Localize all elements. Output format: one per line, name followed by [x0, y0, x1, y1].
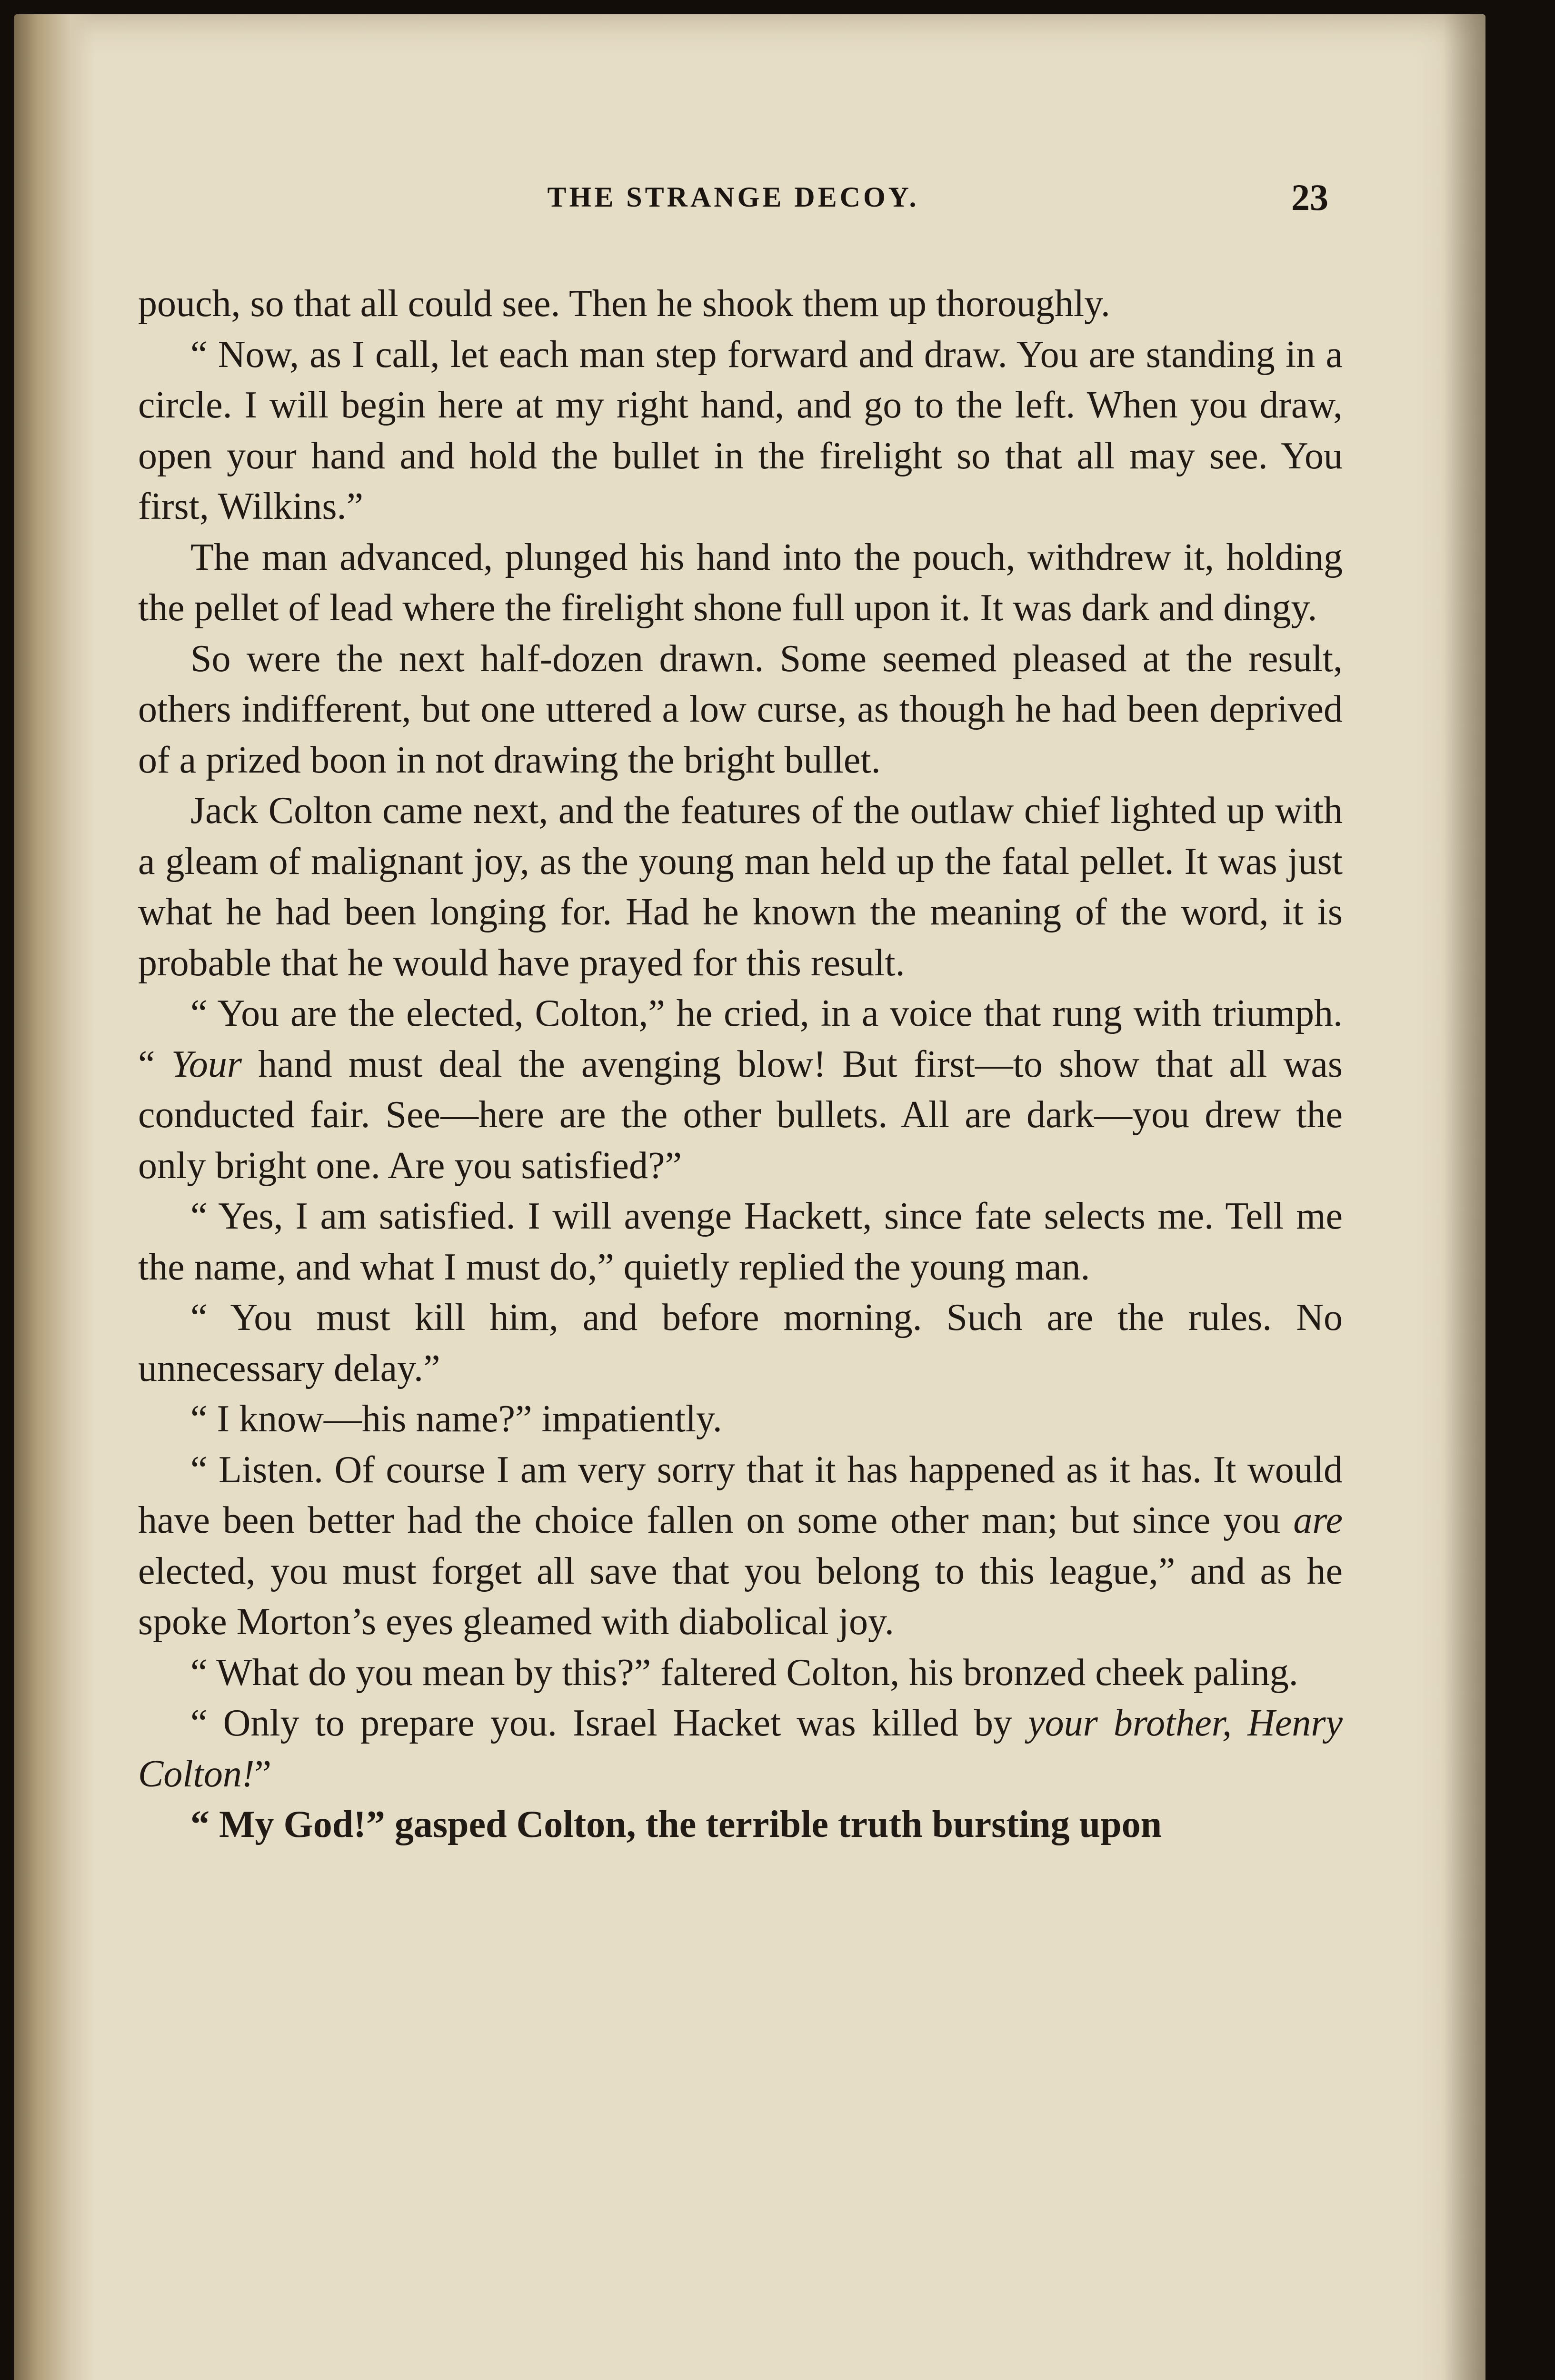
paragraph-12-text-a: “ Only to prepare you. Israel Hacket was killed by: [190, 1702, 1028, 1744]
running-header: [138, 177, 1328, 224]
paragraph-12: [138, 1698, 1343, 1799]
page-edge-shadow: [1443, 14, 1485, 2380]
page-number: 23: [1291, 177, 1328, 218]
paragraph-10-emphasis: are: [1293, 1499, 1343, 1541]
paragraph-9: “ I know—his name?” impatiently.: [190, 1398, 722, 1440]
body-text: [138, 278, 1343, 1850]
paragraph-13: “ My God!” gasped Colton, the terrible truth bursting upon: [190, 1804, 1162, 1845]
paragraph-5: Jack Colton came next, and the features of the outlaw chief lighted up with a gleam of malignant joy, as the young man held up the fatal pellet. It was just what he had been longing for. Had he known the meaning of the word, it is probable that he would have prayed for this result.: [138, 790, 1343, 984]
paragraph-10-text-b: elected, you must forget all save that you belong to this league,” and as he spoke Morton’s eyes gleamed with diabolical joy.: [138, 1550, 1343, 1643]
paragraph-10-text-a: “ Listen. Of course I am very sorry that it has happened as it has. It would have been better had the choice fallen on some other man; but since you: [138, 1448, 1343, 1541]
paragraph-12-emphasis: your brother, Henry Colton!: [138, 1702, 1343, 1795]
paragraph-10: [138, 1445, 1343, 1647]
running-title: THE STRANGE DECOY.: [547, 181, 919, 213]
paragraph-7: “ Yes, I am satisfied. I will avenge Hackett, since fate selects me. Tell me the name, and what I must do,” quietly replied the young man.: [138, 1195, 1343, 1288]
paragraph-6-text-a: “ You are the elected, Colton,” he cried, in a voice that rung with triumph. “: [138, 992, 1343, 1085]
paragraph-2: “ Now, as I call, let each man step forward and draw. You are standing in a circle. I will begin here at my right hand, and go to the left. When you draw, open your hand and hold the bullet in the firelight so that all may see. You first, Wilkins.”: [138, 333, 1343, 527]
paragraph-6-emphasis: Your: [171, 1043, 242, 1085]
paragraph-4: So were the next half-dozen drawn. Some seemed pleased at the result, others indifferent, but one uttered a low curse, as though he had been deprived of a prized boon in not drawing the bright bullet.: [138, 637, 1343, 781]
paragraph-11: “ What do you mean by this?” faltered Colton, his bronzed cheek paling.: [190, 1651, 1298, 1694]
paragraph-3: The man advanced, plunged his hand into the pouch, withdrew it, holding the pellet of lead where the firelight shone full upon it. It was dark and dingy.: [138, 536, 1343, 629]
paragraph-6: [138, 988, 1343, 1191]
paragraph-6-text-b: hand must deal the avenging blow! But first—to show that all was conducted fair. See—here are the other bullets. All are dark—you drew the only bright one. Are you satisfied?”: [138, 1043, 1343, 1187]
book-page: [14, 14, 1485, 2380]
paragraph-1: pouch, so that all could see. Then he shook them up thoroughly.: [138, 283, 1110, 325]
paragraph-12-text-b: ”: [254, 1753, 271, 1795]
spine-gutter: [14, 14, 95, 2380]
paragraph-8: “ You must kill him, and before morning. Such are the rules. No unnecessary delay.”: [138, 1297, 1343, 1389]
